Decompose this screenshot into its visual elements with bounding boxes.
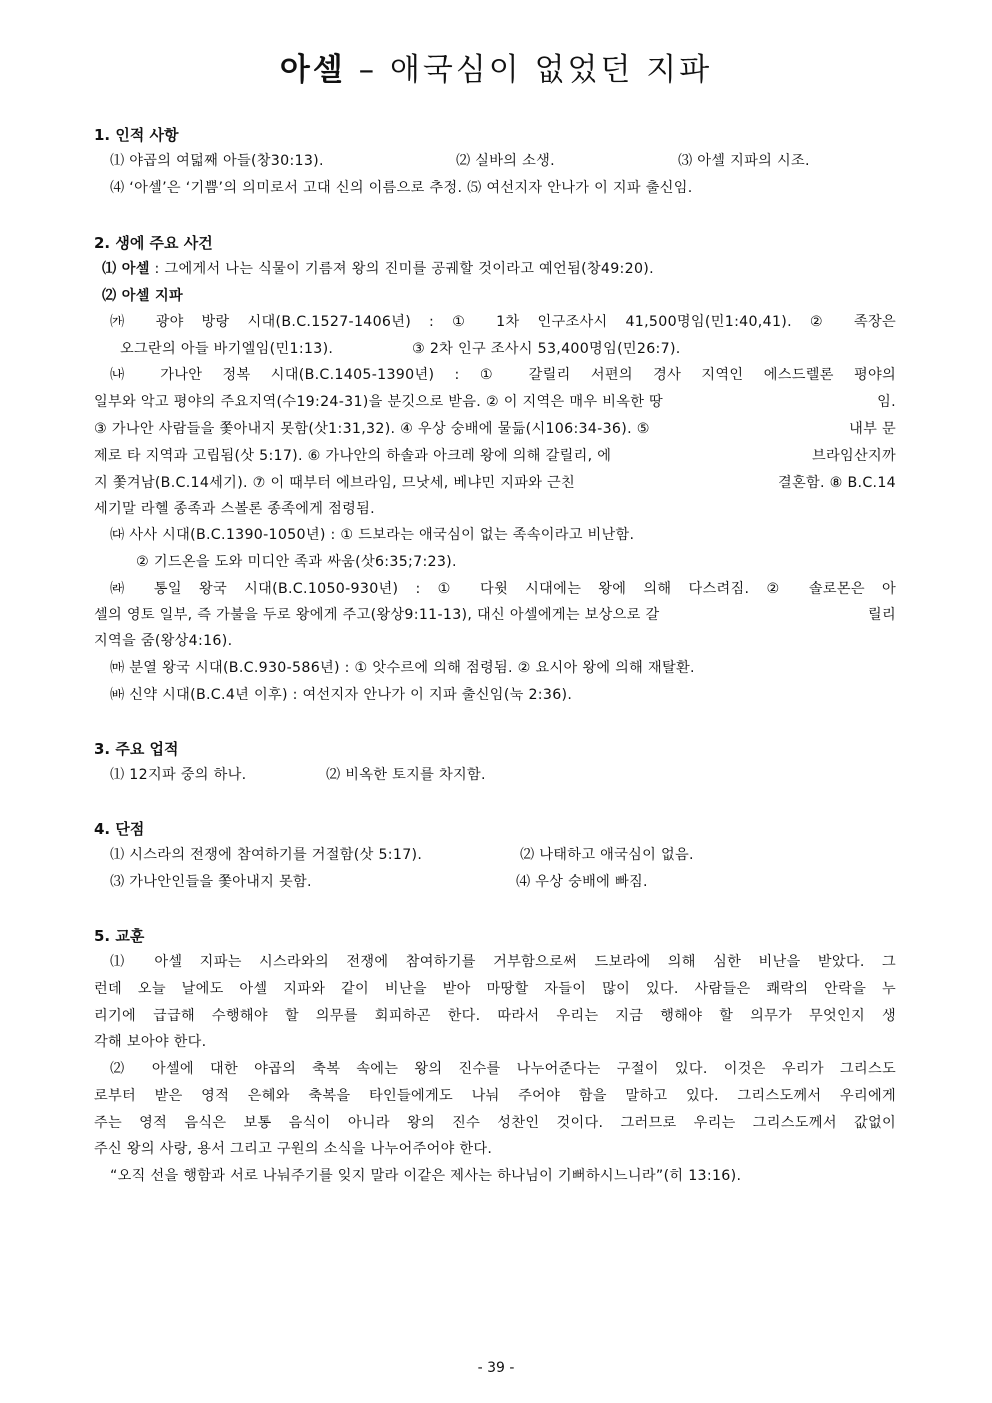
s2-na-line-5: 지 쫓겨남(B.C.14세기). ⑦ 이 때부터 에브라임, 므낫세, 베냐민 지파와 근친 결혼함. ⑧ B.C.14 [94, 475, 896, 491]
section-5-heading: 5. 교훈 [94, 927, 145, 945]
section-4-line-2: ⑶ 가나안인들을 쫓아내지 못함. ⑷ 우상 숭배에 빠짐. [110, 874, 648, 890]
s2-na-line-2: 일부와 악고 평야의 주요지역(수19:24-31)을 분깃으로 받음. ② 이 지역은 매우 비옥한 땅 임. [94, 394, 896, 410]
s2-ga-line-2: 오그란의 아들 바기엘임(민1:13). ③ 2차 인구 조사시 53,400명임(민26:7). [120, 341, 681, 357]
s5-line-8: 주신 왕의 사랑, 용서 그리고 구원의 소식을 나누어주어야 한다. [94, 1141, 493, 1157]
page-number: - 39 - [477, 1360, 515, 1376]
s2-ra-line-1: ㈑ 통일 왕국 시대(B.C.1050-930년) : ① 다윗 시대에는 왕에 의해 다스려짐. ② 솔로몬은 아 [110, 581, 896, 597]
section-4-heading: 4. 단점 [94, 820, 145, 838]
section-1-heading: 1. 인적 사항 [94, 126, 179, 144]
s5-line-1: ⑴ 아셀 지파는 시스라와의 전쟁에 참여하기를 거부함으로써 드보라에 의해 심한 비난을 받았다. 그 [110, 954, 896, 970]
s2-na-line-6: 세기말 라헬 종족과 스볼론 종족에게 점령됨. [94, 501, 375, 517]
section-1-line-2: ⑷ ‘아셀’은 ‘기쁨’의 의미로서 고대 신의 이름으로 추정. ⑸ 여선지자 안나가 이 지파 출신임. [110, 180, 693, 196]
section-4-line-1: ⑴ 시스라의 전쟁에 참여하기를 거절함(삿 5:17). ⑵ 나태하고 애국심이 없음. [110, 847, 694, 863]
s2-na-line-4: 제로 타 지역과 고립됨(삿 5:17). ⑥ 가나안의 하솔과 아크레 왕에 의해 갈릴리, 에 브라임산지까 [94, 448, 896, 464]
s5-quote: “오직 선을 행함과 서로 나눠주기를 잊지 말라 이같은 제사는 하나님이 기뻐하시느니라”(히 13:16). [110, 1168, 742, 1184]
s5-line-2: 런데 오늘 날에도 아셀 지파와 같이 비난을 받아 마땅할 자들이 많이 있다. 사람들은 쾌락의 안락을 누 [94, 981, 896, 997]
s2-da-line-1: ㈐ 사사 시대(B.C.1390-1050년) : ① 드보라는 애국심이 없는 족속이라고 비난함. [110, 527, 635, 543]
s2-na-line-1: ㈏ 가나안 정복 시대(B.C.1405-1390년) : ① 갈릴리 서편의 경사 지역인 에스드렐론 평야의 [110, 367, 896, 383]
s2-da-line-2: ② 기드온을 도와 미디안 족과 싸움(삿6:35;7:23). [136, 554, 457, 570]
s5-line-6: 로부터 받은 영적 은혜와 축복을 타인들에게도 나눠 주어야 함을 말하고 있다. 그리스도께서 우리에게 [94, 1088, 896, 1104]
s5-line-3: 리기에 급급해 수행해야 할 의무를 회피하곤 한다. 따라서 우리는 지금 행해야 할 의무가 무엇인지 생 [94, 1008, 896, 1024]
s2-ba-line-1: ㈓ 신약 시대(B.C.4년 이후) : 여선지자 안나가 이 지파 출신임(눅 2:36). [110, 687, 573, 703]
s5-line-5: ⑵ 아셀에 대한 야곱의 축복 속에는 왕의 진수를 나누어준다는 구절이 있다. 이것은 우리가 그리스도 [110, 1061, 896, 1077]
s2-ga-line-1: ㈎ 광야 방랑 시대(B.C.1527-1406년) : ① 1차 인구조사시 41,500명임(민1:40,41). ② 족장은 [110, 314, 896, 330]
section-3-heading: 3. 주요 업적 [94, 740, 179, 758]
s2-ra-line-3: 지역을 줌(왕상4:16). [94, 633, 233, 649]
s2-na-line-3: ③ 가나안 사람들을 쫓아내지 못함(삿1:31,32). ④ 우상 숭배에 물듦(시106:34-36). ⑤ 내부 문 [94, 421, 896, 437]
section-1-line-1: ⑴ 야곱의 여덟째 아들(창30:13). ⑵ 실바의 소생. ⑶ 아셀 지파의 시조. [110, 153, 810, 169]
s2-ra-line-2: 셀의 영토 일부, 즉 가불을 두로 왕에게 주고(왕상9:11-13), 대신 아셀에게는 보상으로 갈 릴리 [94, 607, 896, 623]
s2-p1: ⑴ 아셀 : 그에게서 나는 식물이 기름져 왕의 진미를 공궤할 것이라고 예언됨(창49:20). [102, 261, 654, 277]
page-title: 아셀 – 애국심이 없었던 지파 [279, 52, 713, 88]
s5-line-7: 주는 영적 음식은 보통 음식이 아니라 왕의 진수 성찬인 것이다. 그러므로 우리는 그리스도께서 값없이 [94, 1115, 896, 1131]
section-3-line-1: ⑴ 12지파 중의 하나. ⑵ 비옥한 토지를 차지함. [110, 767, 486, 783]
s2-ma-line-1: ㈒ 분열 왕국 시대(B.C.930-586년) : ① 앗수르에 의해 점령됨. ② 요시아 왕에 의해 재탈환. [110, 660, 695, 676]
section-2-heading: 2. 생에 주요 사건 [94, 234, 213, 252]
s5-line-4: 각해 보아야 한다. [94, 1034, 207, 1050]
s2-p2-label: ⑵ 아셀 지파 [102, 288, 183, 304]
